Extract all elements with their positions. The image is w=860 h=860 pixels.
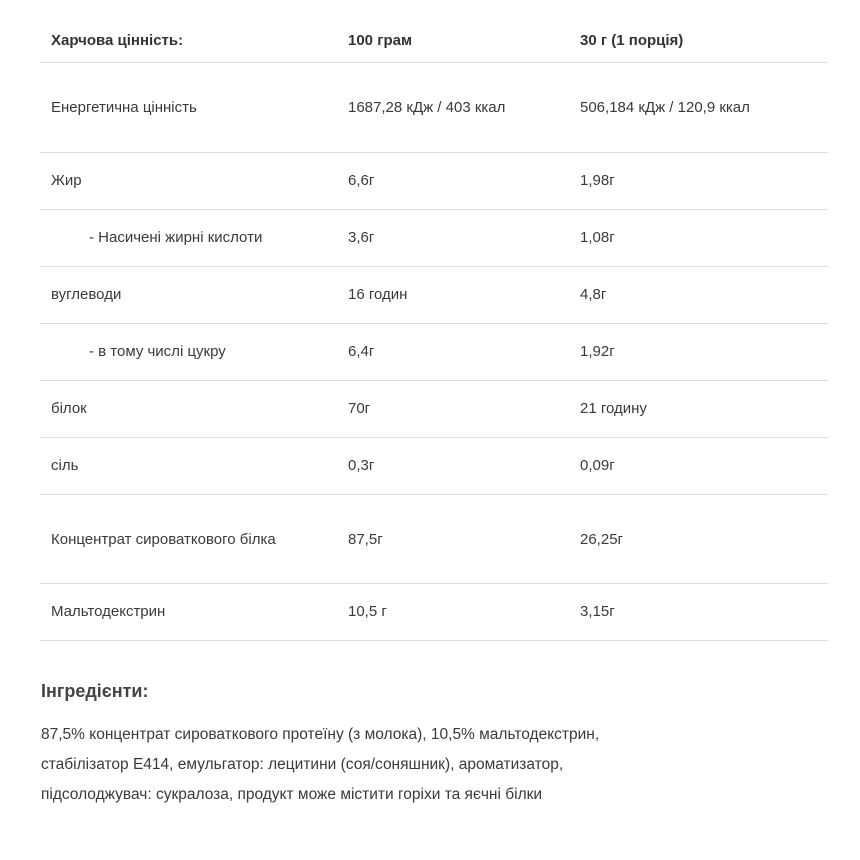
row-per-serving: 1,92г bbox=[580, 324, 828, 381]
table-row bbox=[40, 210, 828, 267]
row-per-serving: 1,08г bbox=[580, 210, 828, 267]
row-per-100g: 3,6г bbox=[348, 210, 580, 267]
row-per-100g: 87,5г bbox=[348, 495, 580, 584]
table-row bbox=[40, 63, 828, 153]
table-row bbox=[40, 438, 828, 495]
table-row bbox=[40, 153, 828, 210]
row-name bbox=[40, 495, 348, 584]
ingredients-line: підсолоджувач: сукралоза, продукт може містити горіхи та яєчні білки bbox=[41, 786, 543, 803]
row-per-100g-text: 1687,28 кДж / 403 ккал bbox=[348, 98, 506, 116]
row-per-100g: 6,4г bbox=[348, 324, 580, 381]
nutrition-table bbox=[40, 20, 828, 641]
row-per-serving bbox=[580, 63, 828, 153]
row-name: вуглеводи bbox=[40, 267, 348, 324]
row-per-serving: 0,09г bbox=[580, 438, 828, 495]
row-per-100g: 6,6г bbox=[348, 153, 580, 210]
table-row bbox=[40, 324, 828, 381]
ingredients-text bbox=[41, 720, 821, 810]
row-per-serving-text: 506,184 кДж / 120,9 ккал bbox=[580, 98, 750, 116]
row-per-serving: 26,25г bbox=[580, 495, 828, 584]
row-per-100g bbox=[348, 63, 580, 153]
row-name: Мальтодекстрин bbox=[40, 584, 348, 641]
row-per-serving: 21 годину bbox=[580, 381, 828, 438]
row-name-text: Концентрат сироваткового білка bbox=[51, 530, 276, 548]
row-per-serving: 4,8г bbox=[580, 267, 828, 324]
row-per-serving: 3,15г bbox=[580, 584, 828, 641]
row-per-100g: 0,3г bbox=[348, 438, 580, 495]
row-name: - в тому числі цукру bbox=[40, 324, 348, 381]
row-name: Енергетична цінність bbox=[40, 63, 348, 153]
row-per-serving: 1,98г bbox=[580, 153, 828, 210]
row-name: - Насичені жирні кислоти bbox=[40, 210, 348, 267]
table-row bbox=[40, 584, 828, 641]
row-per-100g: 16 годин bbox=[348, 267, 580, 324]
ingredients-line: стабілізатор E414, емульгатор: лецитини (соя/соняшник), ароматизатор, bbox=[41, 756, 564, 773]
header-nutrition-value: Харчова цінність: bbox=[40, 20, 348, 63]
row-name: білок bbox=[40, 381, 348, 438]
row-name: Жир bbox=[40, 153, 348, 210]
table-row bbox=[40, 381, 828, 438]
row-per-100g: 10,5 г bbox=[348, 584, 580, 641]
table-row bbox=[40, 495, 828, 584]
header-per-serving: 30 г (1 порція) bbox=[580, 20, 828, 63]
row-per-100g: 70г bbox=[348, 381, 580, 438]
table-row bbox=[40, 267, 828, 324]
table-header-row bbox=[40, 20, 828, 63]
ingredients-line: 87,5% концентрат сироваткового протеїну (з молока), 10,5% мальтодекстрин, bbox=[41, 726, 600, 743]
header-per-100g: 100 грам bbox=[348, 20, 580, 63]
row-name: сіль bbox=[40, 438, 348, 495]
ingredients-heading: Інгредієнти: bbox=[41, 681, 149, 701]
